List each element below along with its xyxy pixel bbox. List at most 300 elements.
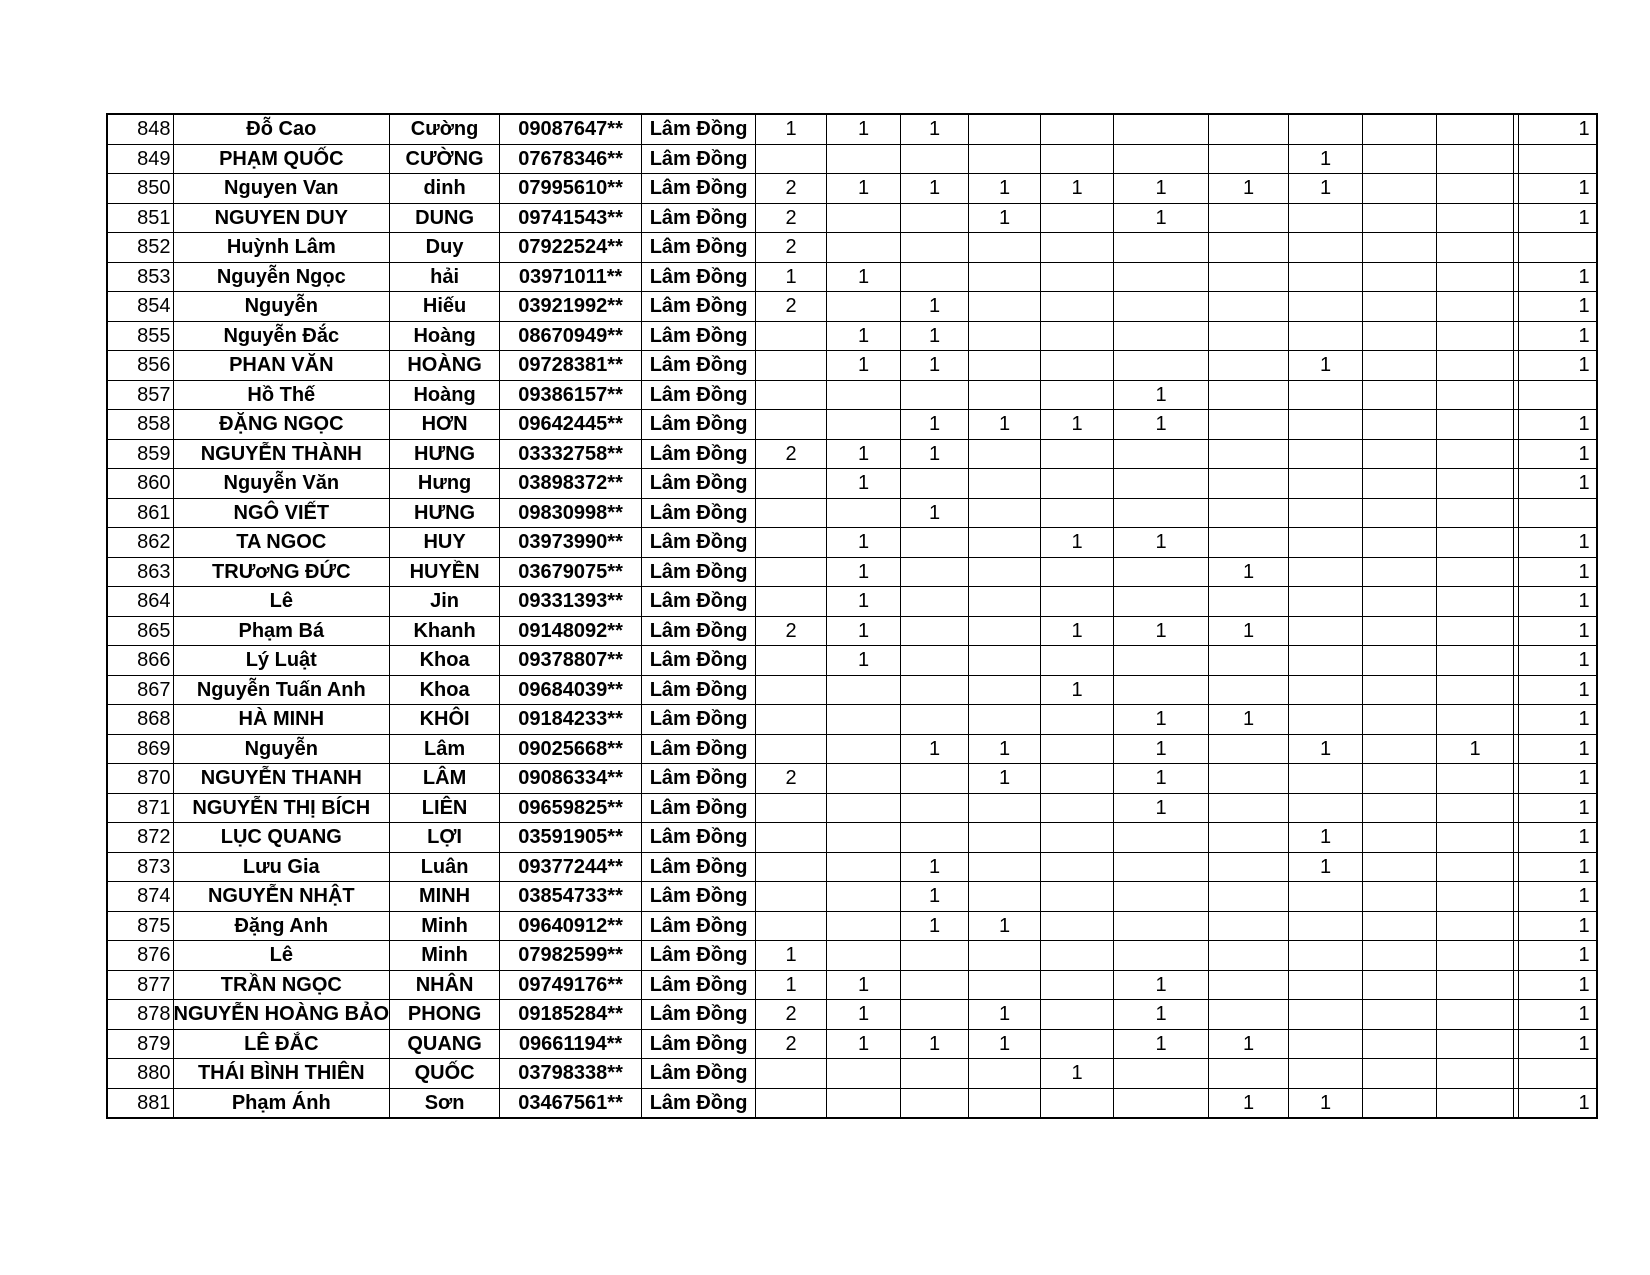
count-cell — [827, 823, 901, 853]
count-cell: 1 — [901, 114, 969, 144]
count-cell — [1363, 852, 1437, 882]
count-cell: 1 — [827, 469, 901, 499]
count-cell — [1363, 321, 1437, 351]
count-cell — [1289, 970, 1363, 1000]
row-index-cell: 870 — [107, 764, 173, 794]
table-row — [107, 351, 1597, 381]
total-cell: 1 — [1519, 351, 1597, 381]
count-cell — [1437, 144, 1514, 174]
given-name-cell: HUY — [390, 528, 500, 558]
surname-cell: TRẦN NGỌC — [173, 970, 390, 1000]
given-name-cell: PHONG — [390, 1000, 500, 1030]
count-cell: 1 — [1209, 616, 1289, 646]
phone-cell: 09025668** — [500, 734, 642, 764]
count-cell — [756, 528, 827, 558]
count-cell — [1209, 764, 1289, 794]
count-cell — [1114, 498, 1209, 528]
count-cell: 2 — [756, 1029, 827, 1059]
surname-cell: Nguyễn Ngọc — [173, 262, 390, 292]
count-cell — [969, 292, 1041, 322]
count-cell — [1289, 498, 1363, 528]
row-index-cell: 879 — [107, 1029, 173, 1059]
count-cell — [1114, 439, 1209, 469]
count-cell — [1289, 114, 1363, 144]
total-cell — [1519, 233, 1597, 263]
phone-cell: 09377244** — [500, 852, 642, 882]
surname-cell: Hồ Thế — [173, 380, 390, 410]
province-cell: Lâm Đồng — [642, 587, 756, 617]
count-cell — [1437, 793, 1514, 823]
count-cell — [901, 528, 969, 558]
count-cell — [1041, 734, 1114, 764]
surname-cell: Lê — [173, 587, 390, 617]
count-cell: 2 — [756, 203, 827, 233]
count-cell — [1289, 616, 1363, 646]
count-cell — [1289, 321, 1363, 351]
count-cell — [1041, 1088, 1114, 1118]
count-cell — [969, 351, 1041, 381]
count-cell — [1289, 911, 1363, 941]
province-cell: Lâm Đồng — [642, 1029, 756, 1059]
phone-cell: 09185284** — [500, 1000, 642, 1030]
table-row — [107, 1029, 1597, 1059]
row-index-cell: 865 — [107, 616, 173, 646]
row-index-cell: 850 — [107, 174, 173, 204]
count-cell: 1 — [901, 292, 969, 322]
count-cell: 1 — [827, 616, 901, 646]
count-cell: 1 — [969, 1000, 1041, 1030]
count-cell — [756, 734, 827, 764]
phone-cell: 03921992** — [500, 292, 642, 322]
count-cell — [1041, 144, 1114, 174]
total-cell: 1 — [1519, 469, 1597, 499]
count-cell — [901, 823, 969, 853]
count-cell — [756, 793, 827, 823]
count-cell — [1041, 911, 1114, 941]
count-cell — [969, 528, 1041, 558]
count-cell — [827, 941, 901, 971]
given-name-cell: Hiếu — [390, 292, 500, 322]
count-cell: 1 — [1289, 351, 1363, 381]
count-cell — [1363, 262, 1437, 292]
count-cell — [756, 557, 827, 587]
total-cell: 1 — [1519, 882, 1597, 912]
count-cell — [1363, 1088, 1437, 1118]
table-row — [107, 705, 1597, 735]
row-index-cell: 856 — [107, 351, 173, 381]
count-cell — [1289, 528, 1363, 558]
given-name-cell: LÂM — [390, 764, 500, 794]
count-cell — [969, 852, 1041, 882]
count-cell — [1363, 1029, 1437, 1059]
count-cell — [1041, 646, 1114, 676]
table-row — [107, 528, 1597, 558]
table-row — [107, 144, 1597, 174]
table-row — [107, 852, 1597, 882]
count-cell — [901, 646, 969, 676]
total-cell: 1 — [1519, 911, 1597, 941]
given-name-cell: MINH — [390, 882, 500, 912]
row-index-cell: 864 — [107, 587, 173, 617]
count-cell — [1041, 321, 1114, 351]
count-cell — [756, 498, 827, 528]
surname-cell: LÊ ĐẮC — [173, 1029, 390, 1059]
count-cell — [969, 587, 1041, 617]
province-cell: Lâm Đồng — [642, 734, 756, 764]
table-row — [107, 292, 1597, 322]
surname-cell: Lý Luật — [173, 646, 390, 676]
count-cell — [1041, 233, 1114, 263]
province-cell: Lâm Đồng — [642, 203, 756, 233]
phone-cell: 09086334** — [500, 764, 642, 794]
count-cell — [901, 1088, 969, 1118]
province-cell: Lâm Đồng — [642, 675, 756, 705]
table-row — [107, 1059, 1597, 1089]
province-cell: Lâm Đồng — [642, 882, 756, 912]
province-cell: Lâm Đồng — [642, 1088, 756, 1118]
count-cell — [1209, 321, 1289, 351]
row-index-cell: 849 — [107, 144, 173, 174]
count-cell — [1041, 292, 1114, 322]
row-index-cell: 861 — [107, 498, 173, 528]
given-name-cell: LIÊN — [390, 793, 500, 823]
count-cell: 1 — [1114, 793, 1209, 823]
count-cell — [1041, 852, 1114, 882]
count-cell — [1363, 174, 1437, 204]
count-cell — [1041, 1000, 1114, 1030]
count-cell — [901, 616, 969, 646]
count-cell — [827, 734, 901, 764]
count-cell — [1114, 321, 1209, 351]
given-name-cell: LỢI — [390, 823, 500, 853]
count-cell — [1289, 410, 1363, 440]
phone-cell: 09386157** — [500, 380, 642, 410]
count-cell — [1289, 262, 1363, 292]
count-cell — [1363, 587, 1437, 617]
count-cell — [1209, 469, 1289, 499]
count-cell — [1437, 351, 1514, 381]
count-cell — [827, 380, 901, 410]
count-cell — [1041, 1029, 1114, 1059]
total-cell: 1 — [1519, 410, 1597, 440]
count-cell: 1 — [1041, 528, 1114, 558]
count-cell — [1289, 793, 1363, 823]
count-cell — [1437, 705, 1514, 735]
count-cell — [1209, 970, 1289, 1000]
count-cell — [1437, 941, 1514, 971]
table-row — [107, 675, 1597, 705]
count-cell — [969, 380, 1041, 410]
count-cell: 1 — [1041, 675, 1114, 705]
count-cell — [1114, 114, 1209, 144]
table-row — [107, 174, 1597, 204]
count-cell — [901, 764, 969, 794]
count-cell — [1289, 203, 1363, 233]
total-cell: 1 — [1519, 292, 1597, 322]
given-name-cell: Jin — [390, 587, 500, 617]
table-row — [107, 1088, 1597, 1118]
count-cell — [1114, 587, 1209, 617]
count-cell — [1041, 439, 1114, 469]
given-name-cell: QUỐC — [390, 1059, 500, 1089]
count-cell — [969, 469, 1041, 499]
count-cell — [1437, 557, 1514, 587]
count-cell — [1209, 911, 1289, 941]
count-cell: 1 — [901, 852, 969, 882]
total-cell: 1 — [1519, 852, 1597, 882]
count-cell — [1209, 114, 1289, 144]
count-cell — [756, 351, 827, 381]
count-cell — [1363, 410, 1437, 440]
count-cell — [1363, 380, 1437, 410]
phone-cell: 03898372** — [500, 469, 642, 499]
phone-cell: 09148092** — [500, 616, 642, 646]
count-cell — [1289, 675, 1363, 705]
phone-cell: 03332758** — [500, 439, 642, 469]
count-cell — [901, 557, 969, 587]
count-cell — [1437, 1029, 1514, 1059]
count-cell: 1 — [1041, 174, 1114, 204]
surname-cell: NGUYỄN THÀNH — [173, 439, 390, 469]
phone-cell: 09741543** — [500, 203, 642, 233]
total-cell: 1 — [1519, 557, 1597, 587]
count-cell — [1041, 557, 1114, 587]
given-name-cell: Khoa — [390, 646, 500, 676]
count-cell — [756, 144, 827, 174]
count-cell — [1041, 764, 1114, 794]
count-cell — [1209, 203, 1289, 233]
count-cell — [1209, 941, 1289, 971]
count-cell — [1289, 941, 1363, 971]
count-cell: 1 — [827, 1000, 901, 1030]
province-cell: Lâm Đồng — [642, 114, 756, 144]
table-row — [107, 911, 1597, 941]
table-row — [107, 498, 1597, 528]
count-cell — [1363, 292, 1437, 322]
count-cell — [827, 764, 901, 794]
count-cell: 1 — [1114, 616, 1209, 646]
province-cell: Lâm Đồng — [642, 616, 756, 646]
table-row — [107, 616, 1597, 646]
count-cell — [1363, 233, 1437, 263]
count-cell — [1363, 439, 1437, 469]
row-index-cell: 848 — [107, 114, 173, 144]
count-cell — [1114, 233, 1209, 263]
province-cell: Lâm Đồng — [642, 823, 756, 853]
row-index-cell: 867 — [107, 675, 173, 705]
given-name-cell: KHÔI — [390, 705, 500, 735]
count-cell — [827, 410, 901, 440]
count-cell: 1 — [1289, 852, 1363, 882]
row-index-cell: 876 — [107, 941, 173, 971]
count-cell — [1041, 587, 1114, 617]
surname-cell: LỤC QUANG — [173, 823, 390, 853]
given-name-cell: Hoàng — [390, 321, 500, 351]
given-name-cell: CƯỜNG — [390, 144, 500, 174]
row-index-cell: 873 — [107, 852, 173, 882]
count-cell — [969, 321, 1041, 351]
count-cell — [1041, 941, 1114, 971]
count-cell — [1209, 233, 1289, 263]
phone-cell: 03591905** — [500, 823, 642, 853]
count-cell — [1209, 823, 1289, 853]
count-cell — [1209, 793, 1289, 823]
count-cell: 1 — [756, 114, 827, 144]
phone-cell: 07982599** — [500, 941, 642, 971]
given-name-cell: HƠN — [390, 410, 500, 440]
count-cell — [1437, 203, 1514, 233]
count-cell — [1437, 764, 1514, 794]
table-row — [107, 114, 1597, 144]
surname-cell: Phạm Ánh — [173, 1088, 390, 1118]
table-row — [107, 262, 1597, 292]
count-cell — [1437, 233, 1514, 263]
total-cell: 1 — [1519, 1029, 1597, 1059]
province-cell: Lâm Đồng — [642, 321, 756, 351]
count-cell — [827, 793, 901, 823]
table-row — [107, 823, 1597, 853]
count-cell: 2 — [756, 174, 827, 204]
count-cell — [827, 1059, 901, 1089]
count-cell — [827, 1088, 901, 1118]
count-cell — [1114, 911, 1209, 941]
count-cell — [1289, 705, 1363, 735]
count-cell — [1289, 439, 1363, 469]
count-cell — [1363, 705, 1437, 735]
count-cell: 1 — [969, 1029, 1041, 1059]
surname-cell: PHẠM QUỐC — [173, 144, 390, 174]
count-cell — [756, 380, 827, 410]
surname-cell: Nguyễn — [173, 734, 390, 764]
count-cell — [901, 970, 969, 1000]
row-index-cell: 862 — [107, 528, 173, 558]
province-cell: Lâm Đồng — [642, 970, 756, 1000]
row-index-cell: 880 — [107, 1059, 173, 1089]
surname-cell: Nguyễn Đắc — [173, 321, 390, 351]
count-cell: 1 — [969, 764, 1041, 794]
province-cell: Lâm Đồng — [642, 410, 756, 440]
province-cell: Lâm Đồng — [642, 705, 756, 735]
count-cell — [1437, 882, 1514, 912]
count-cell: 1 — [827, 646, 901, 676]
count-cell — [969, 793, 1041, 823]
count-cell — [1289, 764, 1363, 794]
count-cell — [1289, 1000, 1363, 1030]
total-cell: 1 — [1519, 528, 1597, 558]
count-cell — [1209, 675, 1289, 705]
given-name-cell: Khoa — [390, 675, 500, 705]
count-cell — [756, 469, 827, 499]
province-cell: Lâm Đồng — [642, 174, 756, 204]
province-cell: Lâm Đồng — [642, 1000, 756, 1030]
count-cell: 1 — [827, 321, 901, 351]
table-row — [107, 321, 1597, 351]
total-cell: 1 — [1519, 1000, 1597, 1030]
count-cell — [827, 233, 901, 263]
count-cell — [1363, 114, 1437, 144]
count-cell — [1289, 557, 1363, 587]
table-row — [107, 469, 1597, 499]
count-cell: 1 — [901, 1029, 969, 1059]
count-cell — [1289, 380, 1363, 410]
count-cell — [1114, 262, 1209, 292]
count-cell: 1 — [827, 262, 901, 292]
count-cell — [969, 439, 1041, 469]
count-cell: 1 — [901, 734, 969, 764]
count-cell — [901, 1000, 969, 1030]
row-index-cell: 857 — [107, 380, 173, 410]
province-cell: Lâm Đồng — [642, 528, 756, 558]
count-cell — [1289, 587, 1363, 617]
row-index-cell: 852 — [107, 233, 173, 263]
count-cell — [1041, 793, 1114, 823]
total-cell: 1 — [1519, 941, 1597, 971]
count-cell — [827, 292, 901, 322]
surname-cell: Nguyễn Văn — [173, 469, 390, 499]
count-cell — [1363, 823, 1437, 853]
count-cell — [1209, 587, 1289, 617]
count-cell — [1041, 380, 1114, 410]
count-cell: 1 — [1114, 410, 1209, 440]
count-cell — [1437, 292, 1514, 322]
count-cell — [1114, 882, 1209, 912]
count-cell: 1 — [1114, 1029, 1209, 1059]
table-row — [107, 587, 1597, 617]
count-cell — [1289, 292, 1363, 322]
count-cell — [827, 911, 901, 941]
count-cell — [1437, 114, 1514, 144]
province-cell: Lâm Đồng — [642, 144, 756, 174]
count-cell — [1209, 1000, 1289, 1030]
total-cell: 1 — [1519, 321, 1597, 351]
table-row — [107, 764, 1597, 794]
count-cell: 1 — [1114, 174, 1209, 204]
phone-cell: 09749176** — [500, 970, 642, 1000]
phone-cell: 09642445** — [500, 410, 642, 440]
row-index-cell: 853 — [107, 262, 173, 292]
count-cell: 1 — [827, 557, 901, 587]
count-cell — [1114, 852, 1209, 882]
count-cell: 1 — [969, 174, 1041, 204]
phone-cell: 09184233** — [500, 705, 642, 735]
count-cell — [1209, 1059, 1289, 1089]
count-cell — [1209, 882, 1289, 912]
count-cell: 2 — [756, 616, 827, 646]
count-cell — [1209, 144, 1289, 174]
province-cell: Lâm Đồng — [642, 439, 756, 469]
count-cell — [1209, 410, 1289, 440]
count-cell — [756, 911, 827, 941]
count-cell: 1 — [827, 439, 901, 469]
count-cell — [1289, 882, 1363, 912]
count-cell: 2 — [756, 1000, 827, 1030]
count-cell: 1 — [901, 410, 969, 440]
count-cell — [901, 469, 969, 499]
total-cell: 1 — [1519, 764, 1597, 794]
count-cell — [1437, 1000, 1514, 1030]
row-index-cell: 854 — [107, 292, 173, 322]
count-cell — [1363, 941, 1437, 971]
count-cell — [1437, 646, 1514, 676]
count-cell — [1041, 262, 1114, 292]
count-cell — [1289, 233, 1363, 263]
phone-cell: 09087647** — [500, 114, 642, 144]
count-cell — [756, 646, 827, 676]
given-name-cell: HUYỀN — [390, 557, 500, 587]
phone-cell: 03973990** — [500, 528, 642, 558]
row-index-cell: 877 — [107, 970, 173, 1000]
row-index-cell: 872 — [107, 823, 173, 853]
